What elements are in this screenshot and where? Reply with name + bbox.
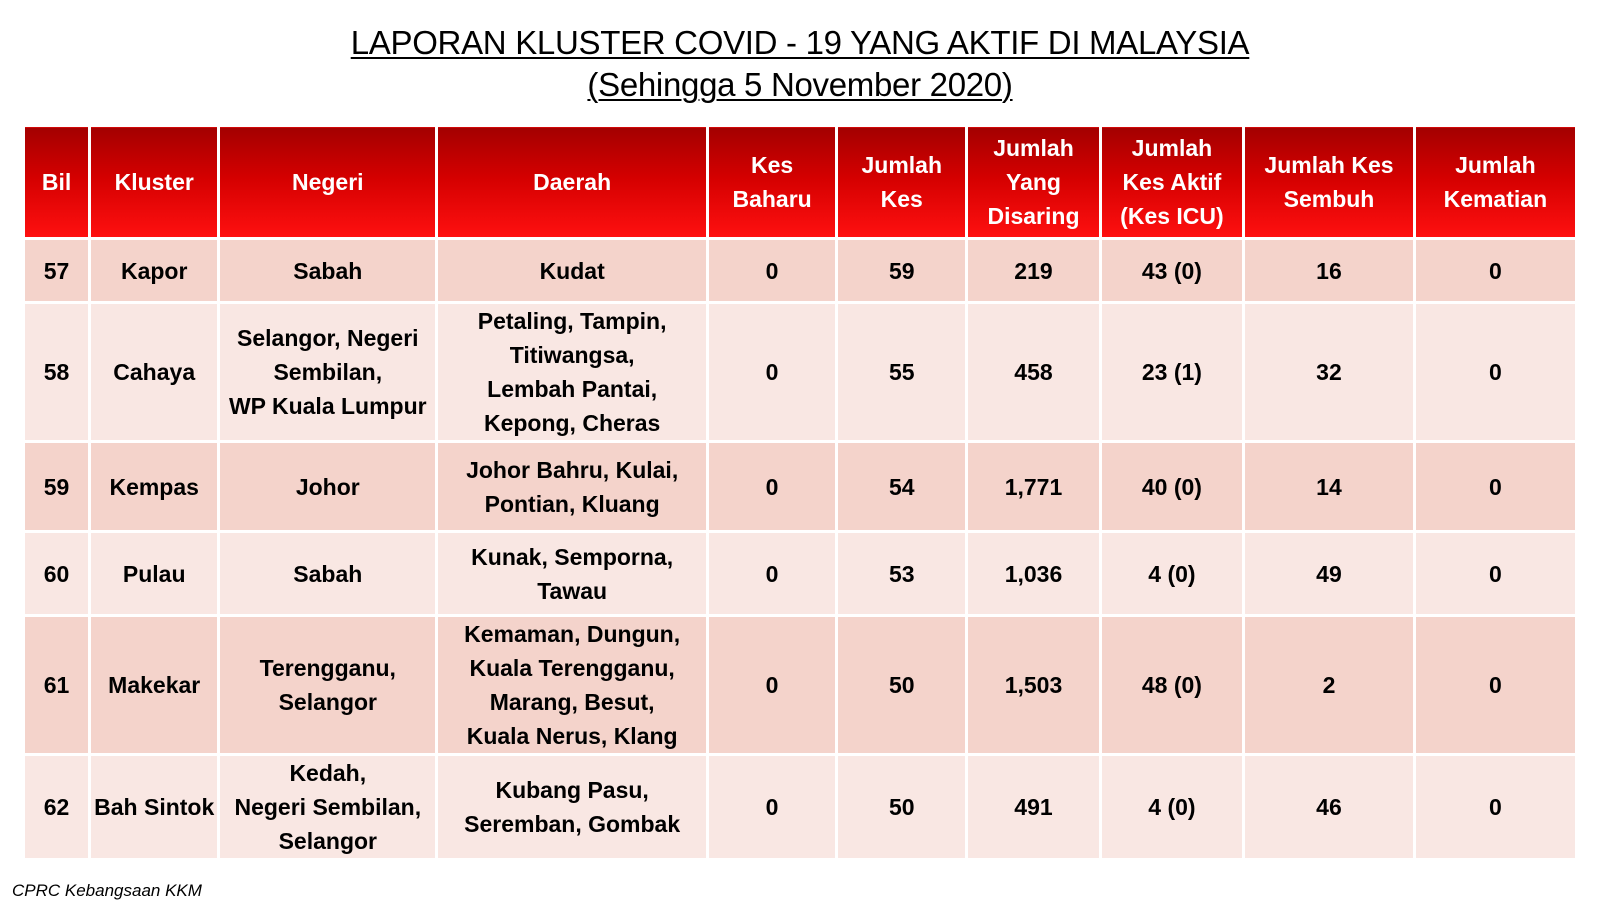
table-row bbox=[24, 532, 1577, 616]
cell-line: Kuala Terengganu, bbox=[469, 655, 675, 681]
cell-line: Lembah Pantai, bbox=[487, 376, 658, 402]
cluster-table bbox=[22, 124, 1578, 861]
cell-jumlah-disaring: 219 bbox=[967, 239, 1100, 303]
header-text: Jumlah Kes bbox=[1264, 152, 1394, 178]
cell-kluster: Pulau bbox=[90, 532, 219, 616]
cell-kes-aktif: 43 (0) bbox=[1100, 239, 1244, 303]
cell-kematian: 0 bbox=[1414, 616, 1576, 755]
cell-kes-aktif: 40 (0) bbox=[1100, 442, 1244, 532]
cell-line: Johor Bahru, Kulai, bbox=[466, 456, 679, 483]
cell-kematian: 0 bbox=[1414, 755, 1576, 860]
header-text: (Kes ICU) bbox=[1120, 203, 1224, 229]
header-kematian bbox=[1414, 126, 1576, 239]
header-text: Kes bbox=[750, 152, 794, 178]
header-text: Jumlah bbox=[993, 135, 1074, 161]
cell-kematian: 0 bbox=[1414, 303, 1576, 442]
cell-kes-baharu: 0 bbox=[708, 303, 837, 442]
cell-sembuh: 32 bbox=[1244, 303, 1414, 442]
cell-jumlah-kes: 50 bbox=[837, 616, 967, 755]
title-line-1: LAPORAN KLUSTER COVID - 19 YANG AKTIF DI MALAYSIA bbox=[350, 24, 1250, 61]
report-title bbox=[0, 22, 1600, 106]
cell-kes-baharu: 0 bbox=[708, 239, 837, 303]
cell-line: Sabah bbox=[293, 560, 363, 587]
cell-jumlah-disaring: 491 bbox=[967, 755, 1100, 860]
header-text: Kluster bbox=[114, 169, 194, 195]
header-sembuh bbox=[1244, 126, 1414, 239]
cell-bil: 58 bbox=[24, 303, 90, 442]
cell-jumlah-kes: 54 bbox=[837, 442, 967, 532]
cell-line: Selangor, Negeri bbox=[237, 325, 419, 351]
cell-daerah bbox=[437, 442, 708, 532]
header-text: Jumlah bbox=[1455, 152, 1536, 178]
cell-kes-baharu: 0 bbox=[708, 616, 837, 755]
header-text: Kematian bbox=[1443, 186, 1548, 212]
cell-line: Selangor bbox=[278, 689, 377, 715]
cell-kematian: 0 bbox=[1414, 239, 1576, 303]
header-jumlah-kes bbox=[837, 126, 967, 239]
cell-bil: 60 bbox=[24, 532, 90, 616]
table-row bbox=[24, 616, 1577, 755]
table-row bbox=[24, 239, 1577, 303]
cell-kluster: Kempas bbox=[90, 442, 219, 532]
cell-negeri bbox=[219, 303, 437, 442]
table-row bbox=[24, 755, 1577, 860]
cell-line: Pontian, Kluang bbox=[484, 490, 660, 517]
header-negeri bbox=[219, 126, 437, 239]
header-text: Baharu bbox=[732, 186, 812, 212]
cell-negeri bbox=[219, 755, 437, 860]
cell-kes-aktif: 4 (0) bbox=[1100, 532, 1244, 616]
header-text: Jumlah bbox=[861, 152, 943, 178]
cell-line: Tawau bbox=[537, 577, 608, 604]
cell-daerah bbox=[437, 239, 708, 303]
cell-line: Marang, Besut, bbox=[489, 689, 655, 715]
table-header-row bbox=[24, 126, 1577, 239]
header-text: Disaring bbox=[987, 203, 1080, 229]
source-note: CPRC Kebangsaan KKM bbox=[12, 881, 202, 900]
cell-kes-aktif: 4 (0) bbox=[1100, 755, 1244, 860]
header-jumlah-disaring bbox=[967, 126, 1100, 239]
cell-kes-baharu: 0 bbox=[708, 442, 837, 532]
cell-sembuh: 49 bbox=[1244, 532, 1414, 616]
header-text: Yang bbox=[1006, 169, 1061, 195]
header-text: Daerah bbox=[533, 169, 612, 195]
table-body bbox=[24, 239, 1577, 860]
cell-line: Kunak, Semporna, bbox=[471, 543, 674, 570]
cell-daerah bbox=[437, 616, 708, 755]
cell-line: Johor bbox=[295, 473, 360, 500]
cell-negeri bbox=[219, 532, 437, 616]
cell-line: Kepong, Cheras bbox=[483, 410, 661, 436]
cell-kes-aktif: 23 (1) bbox=[1100, 303, 1244, 442]
cell-line: Kuala Nerus, Klang bbox=[466, 723, 678, 749]
cell-jumlah-disaring: 1,503 bbox=[967, 616, 1100, 755]
cell-kluster: Makekar bbox=[90, 616, 219, 755]
header-text: Bil bbox=[41, 169, 72, 195]
cell-line: Kedah, bbox=[289, 760, 367, 786]
cell-kes-baharu: 0 bbox=[708, 755, 837, 860]
cell-line: Terengganu, bbox=[259, 655, 396, 681]
cell-jumlah-kes: 50 bbox=[837, 755, 967, 860]
table-row bbox=[24, 303, 1577, 442]
cell-jumlah-disaring: 1,771 bbox=[967, 442, 1100, 532]
header-bil bbox=[24, 126, 90, 239]
header-text: Kes Aktif bbox=[1122, 169, 1222, 195]
cell-bil: 59 bbox=[24, 442, 90, 532]
cell-line: Petaling, Tampin, bbox=[477, 308, 667, 334]
cell-kematian: 0 bbox=[1414, 442, 1576, 532]
header-text: Jumlah bbox=[1131, 135, 1213, 161]
header-text: Sembuh bbox=[1283, 186, 1375, 212]
cell-sembuh: 16 bbox=[1244, 239, 1414, 303]
header-text: Kes bbox=[880, 186, 923, 212]
cell-line: Sabah bbox=[293, 257, 363, 284]
cell-bil: 61 bbox=[24, 616, 90, 755]
cell-line: Negeri Sembilan, bbox=[234, 794, 422, 820]
cell-jumlah-kes: 59 bbox=[837, 239, 967, 303]
cell-kluster: Kapor bbox=[90, 239, 219, 303]
cell-negeri bbox=[219, 442, 437, 532]
table-row bbox=[24, 442, 1577, 532]
cell-sembuh: 2 bbox=[1244, 616, 1414, 755]
cell-sembuh: 14 bbox=[1244, 442, 1414, 532]
cell-kluster: Cahaya bbox=[90, 303, 219, 442]
cell-line: Kemaman, Dungun, bbox=[464, 621, 681, 647]
header-kes-baharu bbox=[708, 126, 837, 239]
cell-kes-baharu: 0 bbox=[708, 532, 837, 616]
header-daerah bbox=[437, 126, 708, 239]
cell-negeri bbox=[219, 239, 437, 303]
cell-kluster: Bah Sintok bbox=[90, 755, 219, 860]
cell-jumlah-disaring: 458 bbox=[967, 303, 1100, 442]
cell-daerah bbox=[437, 755, 708, 860]
cell-kematian: 0 bbox=[1414, 532, 1576, 616]
cell-negeri bbox=[219, 616, 437, 755]
cell-line: Selangor bbox=[278, 828, 377, 854]
cell-line: Kubang Pasu, bbox=[495, 777, 649, 803]
cell-jumlah-kes: 55 bbox=[837, 303, 967, 442]
cell-daerah bbox=[437, 303, 708, 442]
cell-line: Titiwangsa, bbox=[509, 342, 635, 368]
header-text: Negeri bbox=[291, 169, 364, 195]
cell-line: Kudat bbox=[539, 257, 605, 284]
cell-jumlah-kes: 53 bbox=[837, 532, 967, 616]
cell-line: WP Kuala Lumpur bbox=[228, 393, 427, 419]
cell-kes-aktif: 48 (0) bbox=[1100, 616, 1244, 755]
cell-bil: 62 bbox=[24, 755, 90, 860]
cell-line: Seremban, Gombak bbox=[464, 811, 681, 837]
cell-line: Sembilan, bbox=[273, 359, 383, 385]
header-kluster bbox=[90, 126, 219, 239]
cell-bil: 57 bbox=[24, 239, 90, 303]
title-line-2: (Sehingga 5 November 2020) bbox=[587, 66, 1013, 103]
header-kes-aktif bbox=[1100, 126, 1244, 239]
cell-jumlah-disaring: 1,036 bbox=[967, 532, 1100, 616]
cell-daerah bbox=[437, 532, 708, 616]
cell-sembuh: 46 bbox=[1244, 755, 1414, 860]
